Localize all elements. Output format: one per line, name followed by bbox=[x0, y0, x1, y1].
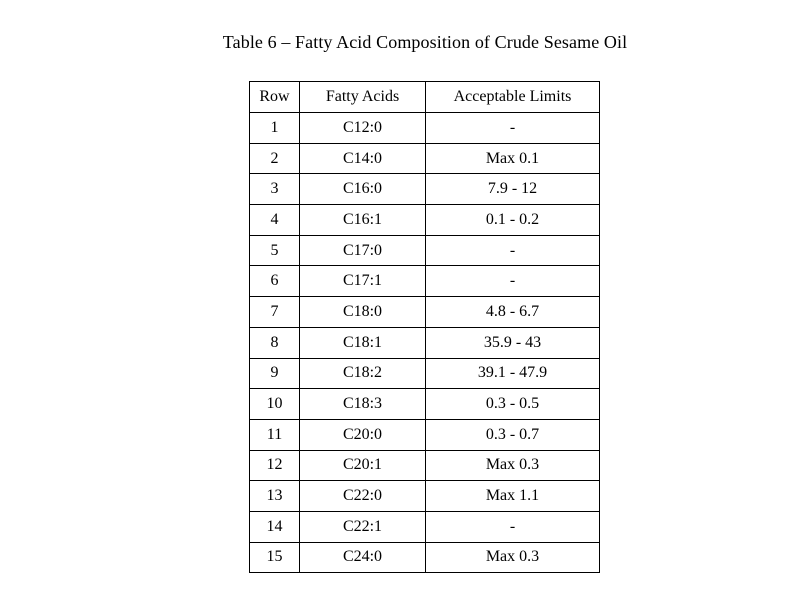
table-row bbox=[250, 297, 600, 328]
row-number-cell: 11 bbox=[250, 419, 300, 450]
acceptable-limit-cell: Max 1.1 bbox=[426, 481, 600, 512]
acceptable-limit-cell: Max 0.1 bbox=[426, 143, 600, 174]
acceptable-limit-cell: - bbox=[426, 113, 600, 144]
table-row bbox=[250, 481, 600, 512]
table-row bbox=[250, 143, 600, 174]
table-row bbox=[250, 205, 600, 236]
row-number-cell: 5 bbox=[250, 235, 300, 266]
fatty-acid-table bbox=[249, 81, 600, 573]
table-header-row bbox=[250, 82, 600, 113]
fatty-acid-cell: C17:0 bbox=[300, 235, 426, 266]
row-number-cell: 2 bbox=[250, 143, 300, 174]
fatty-acid-cell: C18:1 bbox=[300, 327, 426, 358]
row-number-cell: 14 bbox=[250, 511, 300, 542]
table-row bbox=[250, 389, 600, 420]
acceptable-limit-cell: Max 0.3 bbox=[426, 542, 600, 573]
table-row bbox=[250, 113, 600, 144]
table-row bbox=[250, 235, 600, 266]
acceptable-limit-cell: 0.1 - 0.2 bbox=[426, 205, 600, 236]
table-row bbox=[250, 358, 600, 389]
fatty-acid-cell: C20:1 bbox=[300, 450, 426, 481]
row-number-cell: 12 bbox=[250, 450, 300, 481]
row-number-cell: 7 bbox=[250, 297, 300, 328]
fatty-acid-cell: C16:1 bbox=[300, 205, 426, 236]
table-row bbox=[250, 174, 600, 205]
column-header-row: Row bbox=[250, 82, 300, 113]
acceptable-limit-cell: 0.3 - 0.7 bbox=[426, 419, 600, 450]
table-caption: Table 6 – Fatty Acid Composition of Crude Sesame Oil bbox=[222, 32, 628, 52]
acceptable-limit-cell: - bbox=[426, 235, 600, 266]
table-row bbox=[250, 511, 600, 542]
table-row bbox=[250, 419, 600, 450]
column-header-acceptable-limits: Acceptable Limits bbox=[426, 82, 600, 113]
fatty-acid-cell: C18:3 bbox=[300, 389, 426, 420]
fatty-acid-cell: C20:0 bbox=[300, 419, 426, 450]
acceptable-limit-cell: Max 0.3 bbox=[426, 450, 600, 481]
row-number-cell: 9 bbox=[250, 358, 300, 389]
row-number-cell: 10 bbox=[250, 389, 300, 420]
row-number-cell: 4 bbox=[250, 205, 300, 236]
fatty-acid-cell: C22:1 bbox=[300, 511, 426, 542]
fatty-acid-cell: C12:0 bbox=[300, 113, 426, 144]
fatty-acid-cell: C18:2 bbox=[300, 358, 426, 389]
row-number-cell: 6 bbox=[250, 266, 300, 297]
acceptable-limit-cell: 39.1 - 47.9 bbox=[426, 358, 600, 389]
row-number-cell: 15 bbox=[250, 542, 300, 573]
acceptable-limit-cell: 4.8 - 6.7 bbox=[426, 297, 600, 328]
table-row bbox=[250, 266, 600, 297]
fatty-acid-cell: C17:1 bbox=[300, 266, 426, 297]
row-number-cell: 1 bbox=[250, 113, 300, 144]
fatty-acid-cell: C14:0 bbox=[300, 143, 426, 174]
fatty-acid-cell: C18:0 bbox=[300, 297, 426, 328]
acceptable-limit-cell: 35.9 - 43 bbox=[426, 327, 600, 358]
table-row bbox=[250, 450, 600, 481]
fatty-acid-cell: C22:0 bbox=[300, 481, 426, 512]
acceptable-limit-cell: 0.3 - 0.5 bbox=[426, 389, 600, 420]
row-number-cell: 3 bbox=[250, 174, 300, 205]
column-header-fatty-acids: Fatty Acids bbox=[300, 82, 426, 113]
table-row bbox=[250, 327, 600, 358]
fatty-acid-cell: C16:0 bbox=[300, 174, 426, 205]
acceptable-limit-cell: - bbox=[426, 511, 600, 542]
acceptable-limit-cell: - bbox=[426, 266, 600, 297]
table-row bbox=[250, 542, 600, 573]
row-number-cell: 13 bbox=[250, 481, 300, 512]
acceptable-limit-cell: 7.9 - 12 bbox=[426, 174, 600, 205]
row-number-cell: 8 bbox=[250, 327, 300, 358]
fatty-acid-cell: C24:0 bbox=[300, 542, 426, 573]
